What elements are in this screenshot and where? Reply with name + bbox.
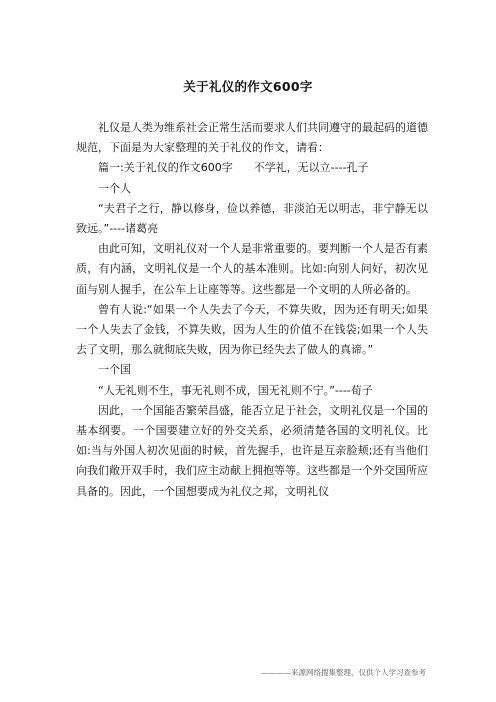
paragraph-section-heading: 篇一:关于礼仪的作文600字 不学礼，无以立----孔子 xyxy=(98,161,369,175)
document-body xyxy=(76,118,428,502)
paragraph-subheading-person: 一个人 xyxy=(98,181,131,195)
paragraph-intro: 礼仪是人类为维系社会正常生活而要求人们共同遵守的最起码的道德规范，下面是为大家整理的关于礼仪的作文，请看： xyxy=(76,121,428,155)
document-title: 关于礼仪的作文600字 xyxy=(183,79,313,94)
paragraph-quote-zhuge-liang: “夫君子之行，静以修身，俭以养德，非淡泊无以明志，非宁静无以致远。”----诸葛亮 xyxy=(76,201,428,236)
paragraph-national-etiquette: 因此，一个国能否繁荣昌盛，能否立足于社会，文明礼仪是一个国的基本纲要。一个国要建立好的外交关系，必须清楚各国的文明礼仪。比如:当与外国人初次见面的时候，首先握手，也许是互亲脸颊;还有当他们向我们敞开双手时，我们应主动献上拥抱等等。这些都是一个外交国所应具备的。因此，一个国想要成为礼仪之邦，文明礼仪 xyxy=(76,403,428,498)
paragraph-quote-failure: 曾有人说:“如果一个人失去了今天，不算失败，因为还有明天;如果一个人失去了金钱，不算失败，因为人生的价值不在钱袋;如果一个人失去了文明，那么就彻底失败，因为你已经失去了做人的真谛。” xyxy=(76,302,428,357)
paragraph-subheading-nation: 一个国 xyxy=(98,363,131,377)
paragraph-personal-etiquette: 由此可知，文明礼仪对一个人是非常重要的。要判断一个人是否有素质，有内涵，文明礼仪是一个人的基本准则。比如:向别人问好，初次见面与别人握手，在公车上让座等等。这些都是一个文明的人所必备的。 xyxy=(76,242,428,296)
paragraph-quote-xunzi: “人无礼则不生，事无礼则不成，国无礼则不宁。”----荀子 xyxy=(98,383,373,397)
page-footer: ————来源网络搜集整理，仅供个人学习查参考 xyxy=(261,668,426,677)
